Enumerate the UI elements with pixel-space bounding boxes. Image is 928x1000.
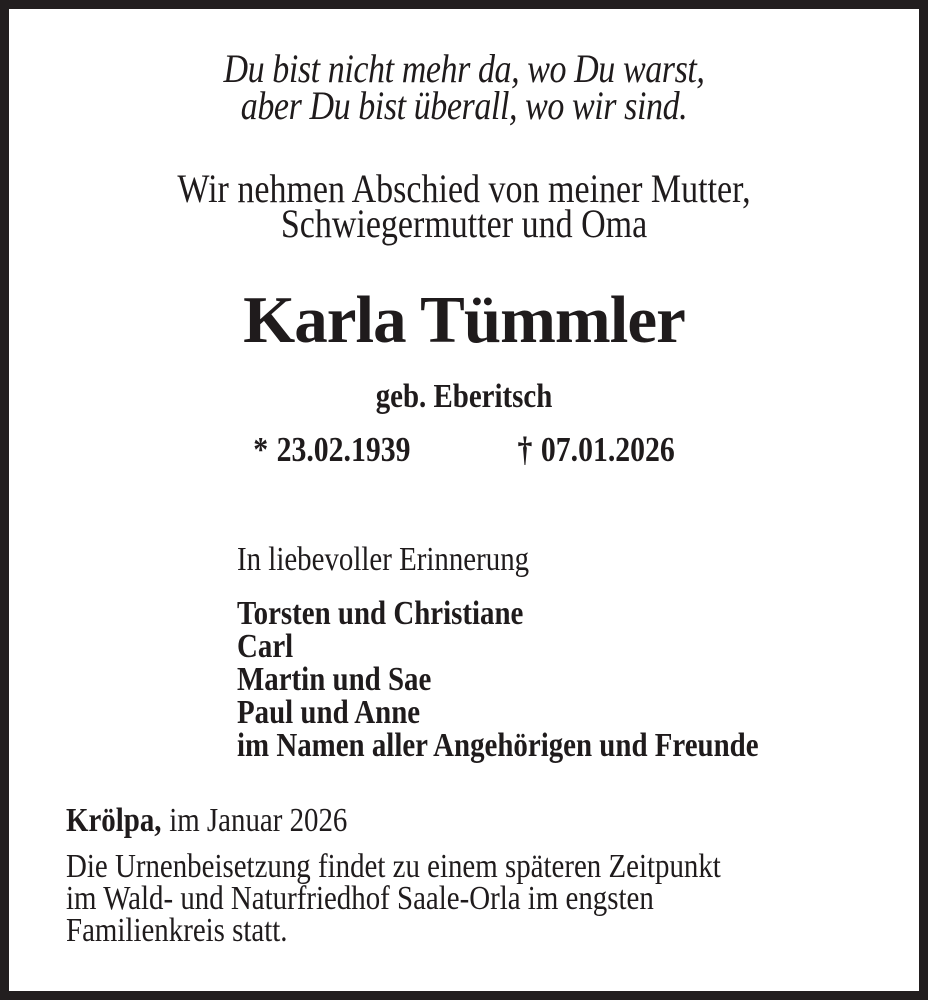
birth-date: 23.02.1939 xyxy=(276,430,411,469)
maiden-name: geb. Eberitsch xyxy=(375,378,553,415)
life-dates xyxy=(77,432,851,467)
death-date-group xyxy=(518,432,675,467)
deceased-name: Karla Tümmler xyxy=(243,283,685,357)
memorial-quote: Du bist nicht mehr da, wo Du warst, aber Du bist überall, wo wir sind. xyxy=(223,46,705,128)
mourners-list: Torsten und Christiane Carl Martin und Sae Paul und Anne im Namen aller Angehörigen und Freunde xyxy=(237,595,759,764)
burial-announcement: Die Urnenbeisetzung findet zu einem späteren Zeitpunkt im Wald- und Naturfriedhof Saale-Orla im engsten Familienkreis statt. xyxy=(66,848,721,949)
farewell-intro: Wir nehmen Abschied von meiner Mutter, Schwiegermutter und Oma xyxy=(177,166,751,246)
born-symbol: * xyxy=(253,430,269,469)
death-date: 07.01.2026 xyxy=(540,430,675,469)
place-name: Krölpa, xyxy=(66,802,162,839)
place-date-line xyxy=(66,804,347,838)
died-symbol: † xyxy=(517,430,533,469)
birth-date-group xyxy=(253,432,410,467)
memory-line: In liebevoller Erinnerung xyxy=(237,541,530,578)
date-text: im Januar 2026 xyxy=(169,802,348,839)
